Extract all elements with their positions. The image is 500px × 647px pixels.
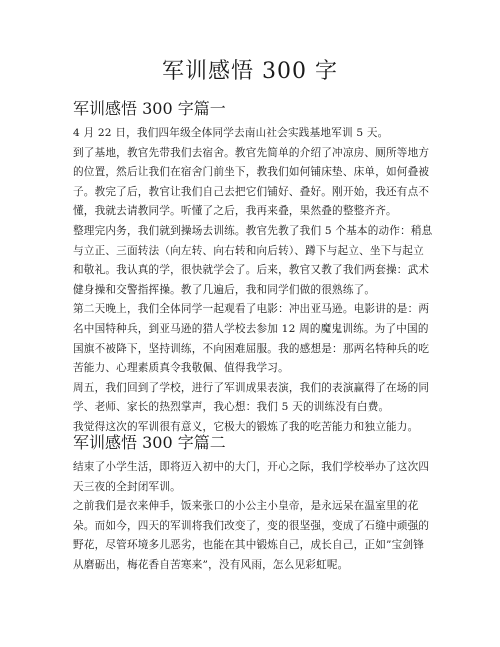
section-heading-1: 军训感悟 300 字篇一 (73, 99, 226, 118)
paragraph: 我觉得这次的军训很有意义，它极大的锻炼了我的吃苦能力和独立能力。 (73, 420, 419, 433)
section-body-1 (73, 124, 433, 438)
paragraph: 之前我们是衣来伸手，饭来张口的小公主小皇帝，是永远呆在温室里的花朵。而如今，四天的军训将我们改变了，变的很坚强，变成了石缝中顽强的野花，尽管环境多儿恶劣，也能在其中锻炼自己，成长自己，正如”宝剑锋从磨砺出，梅花香自苦寒来”，没有风雨，怎么见彩虹呢。 (73, 500, 430, 571)
section-heading-2: 军训感悟 300 字篇二 (73, 433, 226, 452)
paragraph: 4 月 22 日，我们四年级全体同学去南山社会实践基地军训 5 天。 (73, 127, 389, 139)
paragraph: 到了基地，教官先带我们去宿舍。教官先简单的介绍了冲凉房、厕所等地方的位置，然后让我们在宿舍门前坐下，教我们如何铺床垫、床单，如何叠被子。教完了后，教官让我们自己去把它们铺好、叠好。刚开始，我还有点不懂，我就去请教同学。听懂了之后，我再来叠，果然叠的整整齐齐。 (73, 146, 430, 218)
paragraph: 周五，我们回到了学校，进行了军训成果表演，我们的表演赢得了在场的同学、老师、家长的热烈掌声，我心想：我们 5 天的训练没有白费。 (73, 381, 430, 414)
paragraph: 结束了小学生活，即将迈入初中的大门，开心之际，我们学校举办了这次四天三夜的全封闭军训。 (73, 461, 430, 493)
section-body-2 (73, 458, 433, 576)
paragraph: 第二天晚上，我们全体同学一起观看了电影：冲出亚马逊。电影讲的是：两名中国特种兵，到亚马逊的猎人学校去参加 12 周的魔鬼训练。为了中国的国旗不被降下，坚持训练，不向困难屈服。我的感想是：那两名特种兵的吃苦能力、心理素质真令我敬佩、值得我学习。 (73, 303, 430, 375)
paragraph: 整理完内务，我们就到操场去训练。教官先教了我们 5 个基本的动作：稍息与立正、三面转法（向左转、向右转和向后转）、蹲下与起立、坐下与起立和敬礼。我认真的学，很快就学会了。后来，教官又教了我们两套操：武术健身操和交警指挥操。教了几遍后，我和同学们做的很熟练了。 (73, 224, 433, 296)
document-title: 军训感悟 300 字 (162, 59, 338, 84)
